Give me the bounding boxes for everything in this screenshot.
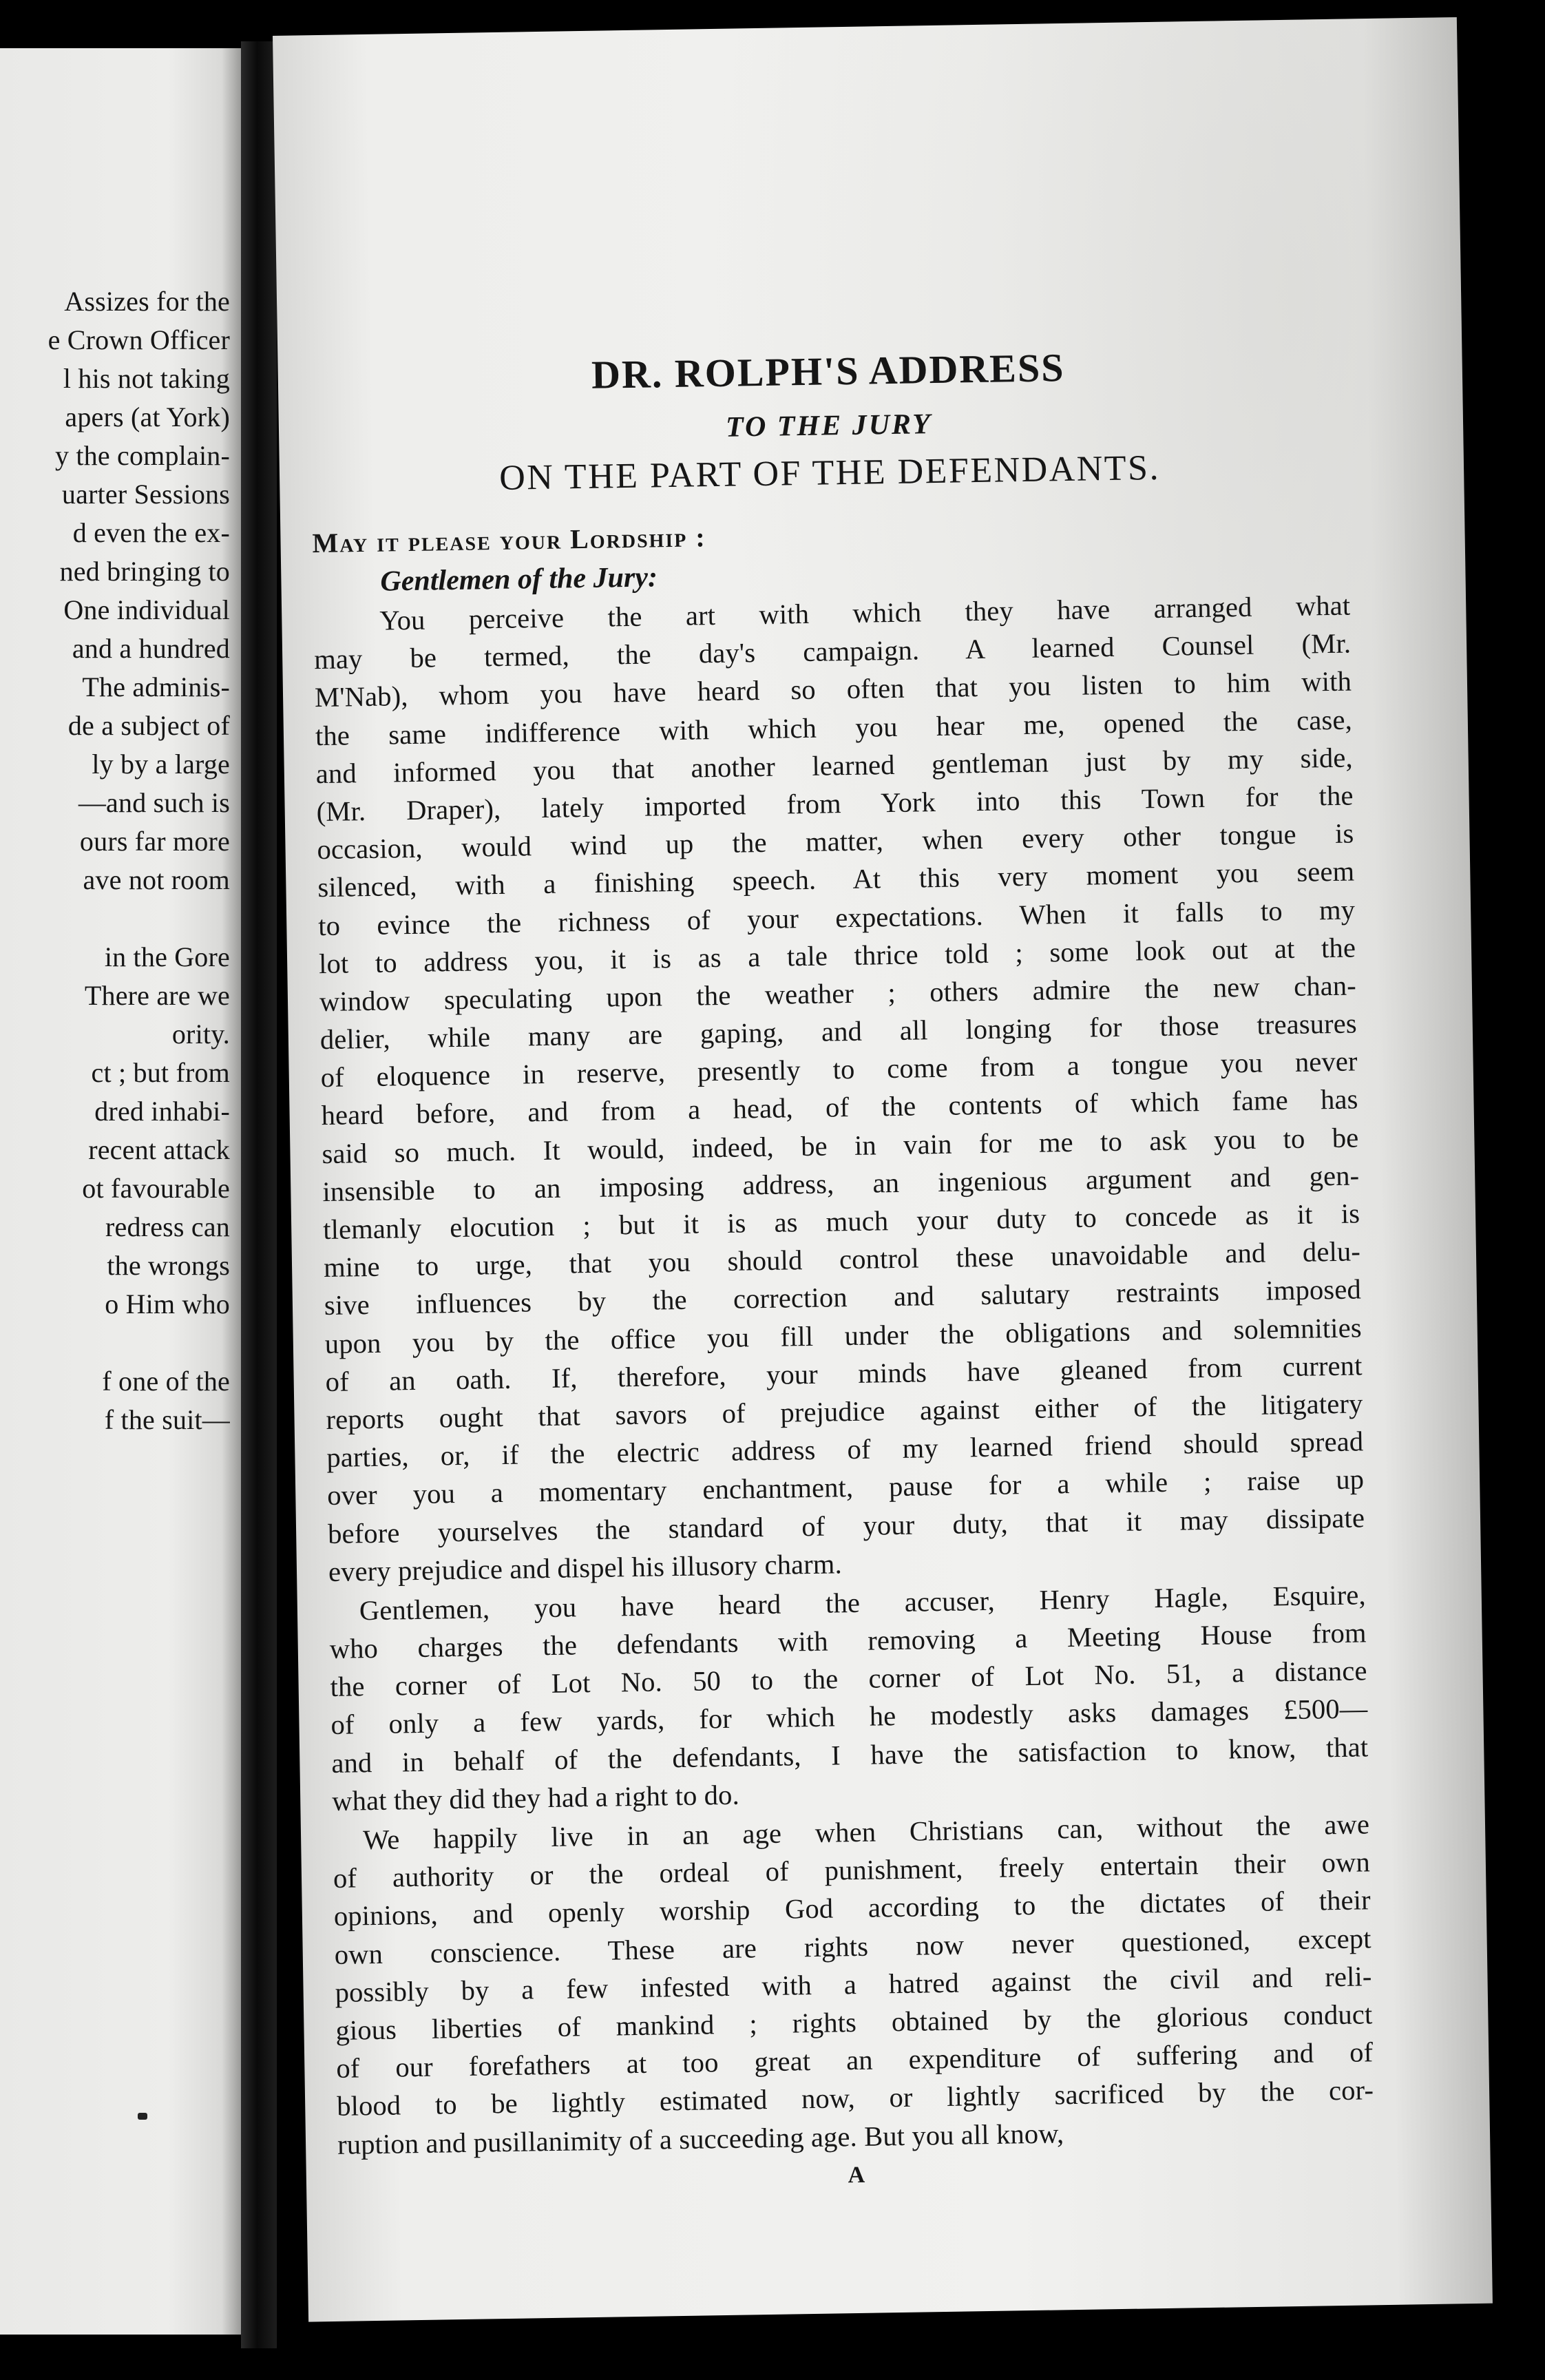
text-line: said so much. It would, indeed, be in vain for me to ask you to be [322,1122,1359,1169]
previous-page-edge [0,48,241,2335]
text-line: gious liberties of mankind ; rights obtained by the glorious conduct [335,1998,1373,2046]
previous-page-line: recent attack [88,1134,230,1165]
text-line: possibly by a few infested with a hatred against the civil and reli- [335,1961,1372,2008]
text-line: occasion, would wind up the matter, when every other tongue is [317,817,1354,866]
previous-page-line: ct ; but from [91,1057,230,1088]
text-line: silenced, with a finishing speech. At this very moment you seem [317,855,1355,904]
text-line: reports ought that savors of prejudice against either of the litigatery [326,1388,1363,1435]
text-line: tlemanly elocution ; but it is as much your duty to concede as it is [322,1198,1360,1246]
text-line: upon you by the office you fill under the obligations and solemnities [324,1311,1363,1359]
text-line: of our forefathers at too great an expenditure of suffering and of [336,2036,1374,2085]
text-line: parties, or, if the electric address of my learned friend should spread [326,1426,1364,1474]
previous-page-line: uarter Sessions [61,479,230,510]
text-line: and informed you that another learned gentleman just by my side, [315,742,1354,789]
previous-page-line: One individual [63,594,230,625]
previous-page-line: l his not taking [63,363,230,394]
paragraph [329,1576,1369,1820]
page-subtitle-secondary: ON THE PART OF THE DEFENDANTS. [498,448,1161,498]
previous-page-line: de a subject of [67,710,230,741]
text-line: of an oath. If, therefore, your minds have gleaned from current [325,1350,1363,1397]
text-line: We happily live in an age when Christians can, without the awe [362,1808,1370,1856]
previous-page-line: Assizes for the [64,286,230,317]
text-line: of eloquence in reserve, presently to come from a tongue you never [320,1045,1358,1094]
previous-page-line: y the complain- [54,440,230,471]
previous-page-line: d even the ex- [72,517,230,548]
previous-page-line: the wrongs [107,1250,230,1281]
previous-page-line: ours far more [79,826,230,857]
text-line: own conscience. These are rights now never questioned, except [334,1922,1371,1970]
text-line: and in behalf of the defendants, I have the satisfaction to know, that [331,1731,1369,1779]
previous-page-line: and a hundred [72,633,230,664]
previous-page-line: in the Gore [104,941,230,972]
body-text [313,587,1374,2165]
text-line: insensible to an imposing address, an ingenious argument and gen- [322,1160,1360,1207]
paragraph [313,587,1365,1591]
previous-page-line: ly by a large [92,749,230,780]
text-line: of authority or the ordeal of punishment, freely entertain their own [333,1846,1371,1894]
book-gutter [241,41,277,2348]
text-line: ruption and pusillanimity of a succeeding age. But you all know, [337,2117,1064,2160]
previous-page-line: f the suit— [104,1404,230,1435]
previous-page-line: There are we [84,980,230,1011]
text-line: may be termed, the day's campaign. A learned Counsel (Mr. [313,627,1352,676]
text-line: who charges the defendants with removing a Meeting House from [329,1617,1367,1665]
text-line: mine to urge, that you should control these unavoidable and delu- [323,1235,1361,1284]
current-page [273,17,1493,2322]
previous-page-line: ave not room [83,864,230,895]
text-line: delier, while many are gaping, and all longing for those treasures [319,1008,1358,1056]
text-line: the corner of Lot No. 50 to the corner of Lot No. 51, a distance [330,1655,1367,1703]
text-line: M'Nab), whom you have heard so often that you listen to him with [314,665,1352,713]
paragraph [333,1805,1375,2163]
text-line: over you a momentary enchantment, pause for a while ; raise up [326,1463,1365,1512]
previous-page-line: ority. [171,1019,230,1050]
previous-page-line: f one of the [102,1366,230,1397]
text-line: opinions, and openly worship God according to the dictates of their [333,1884,1371,1932]
previous-page-line: —and such is [78,787,230,818]
text-line: Gentlemen, you have heard the accuser, Henry Hagle, Esquire, [359,1579,1367,1627]
previous-page-line: ned bringing to [59,556,230,587]
jury-address: Gentlemen of the Jury: [380,561,658,598]
text-line: every prejudice and dispel his illusory charm. [328,1547,843,1587]
text-line: the same indifference with which you hear me, opened the case, [315,704,1353,751]
previous-page-line: e Crown Officer [48,324,230,355]
text-line: blood to be lightly estimated now, or lightly sacrificed by the cor- [336,2074,1374,2122]
text-line: (Mr. Draper), lately imported from York into this Town for the [316,780,1354,828]
previous-page-line: redress can [105,1211,230,1242]
previous-page-line: The adminis- [82,671,230,702]
page-text-block [309,336,1375,2197]
previous-page-line: ot favourable [82,1173,230,1204]
previous-page-line [0,899,230,938]
print-smudge [138,2113,147,2120]
previous-page-line: dred inhabi- [94,1096,230,1127]
previous-page-line: apers (at York) [65,401,230,432]
previous-page-text [0,282,230,1439]
previous-page-line [0,1324,230,1362]
text-line: lot to address you, it is as a tale thrice told ; some look out at the [318,932,1356,979]
text-line: You perceive the art with which they have arranged what [379,589,1351,636]
text-line: to evince the richness of your expectations. When it falls to my [317,893,1356,941]
text-line: window speculating upon the weather ; others admire the new chan- [319,970,1357,1017]
text-line: heard before, and from a head, of the contents of which fame has [321,1083,1358,1131]
text-line: before yourselves the standard of your duty, that it may dissipate [327,1501,1365,1549]
page-subtitle: TO THE JURY [725,408,933,443]
previous-page-line: o Him who [105,1288,230,1319]
text-line: of only a few yards, for which he modestly asks damages £500— [330,1693,1368,1741]
text-line: what they did they had a right to do. [331,1779,740,1817]
salutation: May it please your Lordship : [312,521,707,559]
page-title: DR. ROLPH'S ADDRESS [591,344,1065,397]
text-line: sive influences by the correction and salutary restraints imposed [324,1273,1362,1322]
signature-mark: A [848,2162,865,2188]
